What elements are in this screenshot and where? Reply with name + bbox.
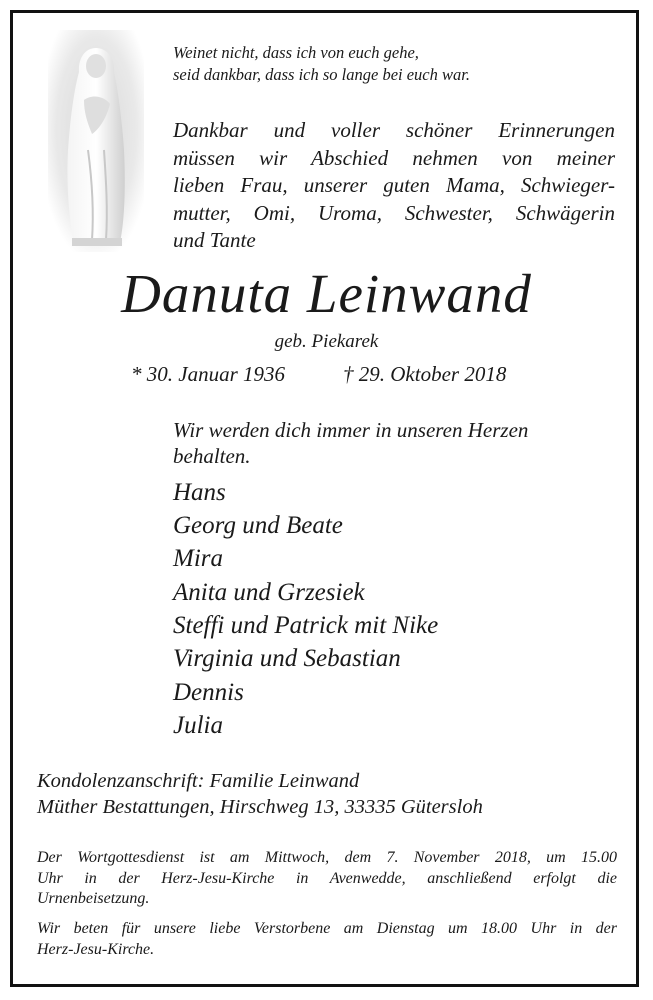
family-member: Georg und Beate xyxy=(173,512,343,539)
intro-line: und Tante xyxy=(173,228,256,252)
family-member: Steffi und Patrick mit Nike xyxy=(173,612,439,639)
service-line: Uhr in der Herz-Jesu-Kirche in Avenwedde, anschließend erfolgt die xyxy=(37,869,617,887)
family-member: Dennis xyxy=(173,679,244,706)
service-line: Urnenbeisetzung. xyxy=(37,890,150,907)
intro-line: müssen wir Abschied nehmen von meiner xyxy=(173,145,615,170)
family-member: Hans xyxy=(173,479,226,506)
family-member: Julia xyxy=(173,712,223,739)
herzen-line-1: Wir werden dich immer in unseren Herzen xyxy=(173,418,529,442)
prayer-info xyxy=(37,919,617,960)
herzen-line-2: behalten. xyxy=(173,444,251,468)
condolence-address-line-2: Müther Bestattungen, Hirschweg 13, 33335 Gütersloh xyxy=(37,796,483,818)
intro-line: mutter, Omi, Uroma, Schwester, Schwägerin xyxy=(173,200,615,225)
madonna-statue-image xyxy=(48,30,144,252)
service-line: Der Wortgottesdienst ist am Mittwoch, dem 7. November 2018, um 15.00 xyxy=(37,849,617,866)
family-member: Virginia und Sebastian xyxy=(173,645,401,672)
condolence-address-line-1: Kondolenzanschrift: Familie Leinwand xyxy=(37,770,360,792)
family-member: Anita und Grzesiek xyxy=(173,579,365,606)
birth-name: geb. Piekarek xyxy=(274,331,379,352)
prayer-line: Herz-Jesu-Kirche. xyxy=(37,940,155,958)
intro-line: lieben Frau, unserer guten Mama, Schwieger- xyxy=(173,173,615,197)
service-info xyxy=(37,848,617,910)
birth-date: * 30. Januar 1936 xyxy=(131,362,285,386)
deceased-name: Danuta Leinwand xyxy=(121,263,532,324)
poem-line-1: Weinet nicht, dass ich von euch gehe, xyxy=(173,43,419,62)
death-date: † 29. Oktober 2018 xyxy=(343,362,507,386)
poem-line-2: seid dankbar, dass ich so lange bei euch war. xyxy=(173,65,470,84)
family-member: Mira xyxy=(173,545,223,572)
intro-text xyxy=(173,117,615,255)
prayer-line: Wir beten für unsere liebe Verstorbene am Dienstag um 18.00 Uhr in der xyxy=(37,920,617,937)
intro-line: Dankbar und voller schöner Erinnerungen xyxy=(173,118,615,142)
